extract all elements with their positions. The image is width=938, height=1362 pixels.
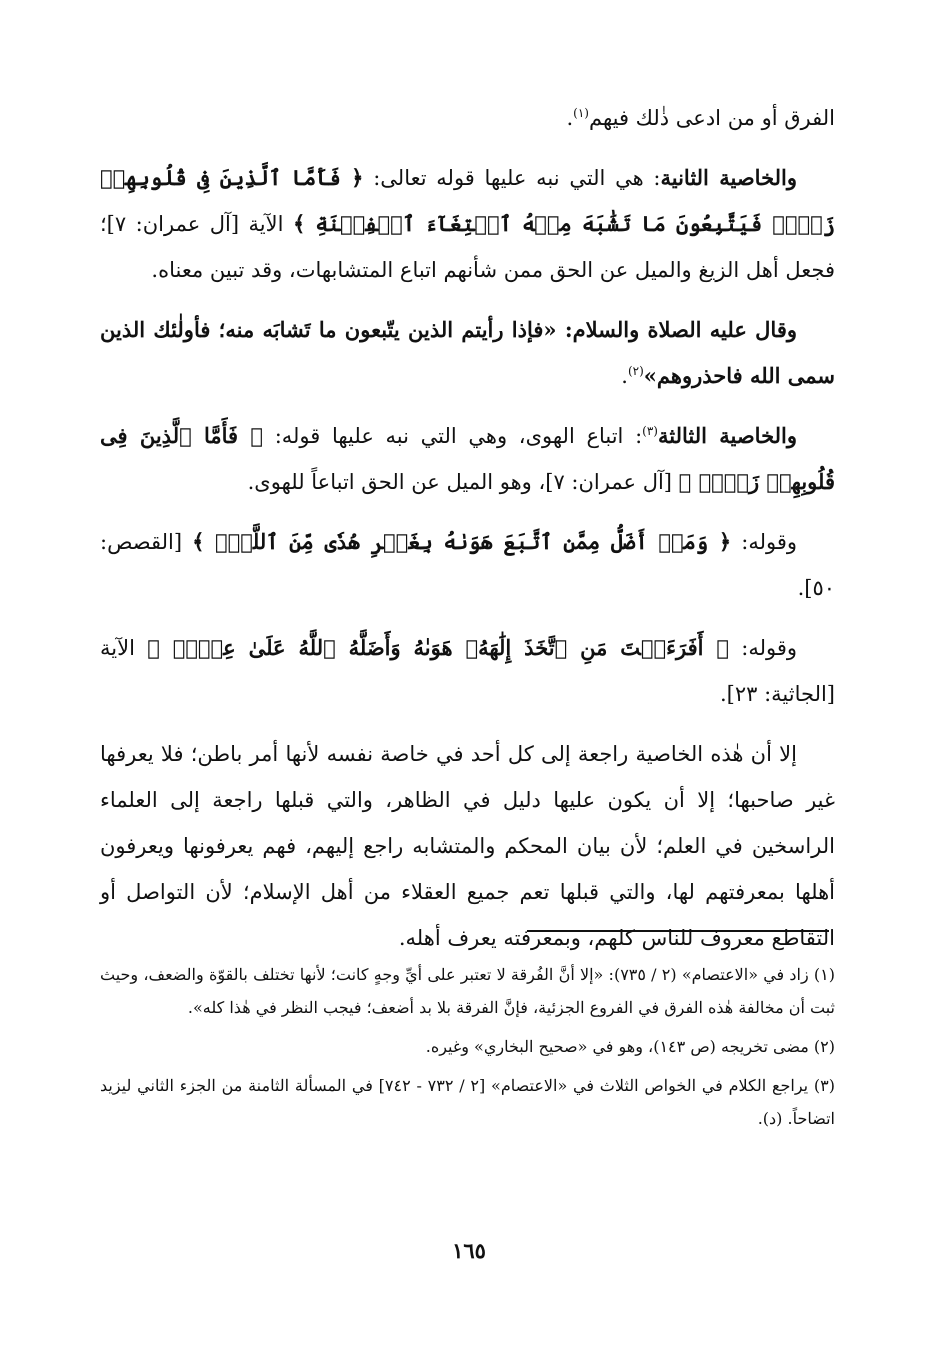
paragraph-4: والخاصية الثالثة$^{(٣)}$: اتباع الهوى، وهي التي نبه عليها قوله: ﴿ فَأَمَّا ٱلَّذِينَ فِى قُلُوبِهِمۡ زَيۡغٞ ﴾ [آل عمران: ٧]، وهو الميل عن الحق اتباعاً للهوى. <box>100 423 835 494</box>
paragraph-6: وقوله: ﴿ أَفَرَءَيۡتَ مَنِ ٱتَّخَذَ إِلَٰهَهُۥ هَوَىٰهُ وَأَضَلَّهُ ٱللَّهُ عَلَىٰ عِلۡمٖ ﴾ الآية [الجاثية: ٢٣]. <box>100 635 835 706</box>
footnote-3: (٣) يراجع الكلام في الخواص الثلاث في «الاعتصام» [٢ / ٧٣٢ - ٧٤٢] في المسألة الثامنة من الجزء الثاني ليزيد اتضاحاً. (د). <box>100 1076 836 1128</box>
quran-verse: ﴿ فَأَمَّا ٱلَّذِينَ فِى قُلُوبِهِمۡ زَيۡغٞ ﴾ <box>100 423 835 494</box>
main-text <box>100 95 835 975</box>
footnote-2: (٢) مضى تخريجه (ص ١٤٣)، وهو في «صحيح البخاري» وغيره. <box>425 1037 835 1056</box>
quran-verse: ﴿ أَفَرَءَيۡتَ مَنِ ٱتَّخَذَ إِلَٰهَهُۥ هَوَىٰهُ وَأَضَلَّهُ ٱللَّهُ عَلَىٰ عِلۡمٖ ﴾ <box>147 635 729 660</box>
third-characteristic-heading: والخاصية الثالثة <box>657 423 798 448</box>
paragraph-1: الفرق أو من ادعى ذٰلك فيهم$^{(١)}$. <box>566 106 835 130</box>
paragraph-2: والخاصية الثانية: هي التي نبه عليها قوله تعالى: ﴿ فَأَمَّا ٱلَّذِينَ فِى قُلُوبِهِمۡ زَيۡغٞ فَيَتَّبِعُونَ مَا تَشَٰبَهَ مِنۡهُ ٱبۡتِغَآءَ ٱلۡفِتۡنَةِ ﴾ الآية [آل عمران: ٧]؛ فجعل أهل الزيغ والميل عن الحق ممن شأنهم اتباع المتشابهات، وقد تبين معناه. <box>100 165 835 282</box>
footnote-ref-2: (٢) <box>627 364 644 378</box>
footnote-ref-3: (٣) <box>642 424 658 438</box>
footnote-separator <box>527 930 829 932</box>
paragraph-7: إلا أن هٰذه الخاصية راجعة إلى كل أحد في خاصة نفسه لأنها أمر باطن؛ فلا يعرفها غير صاحبها؛ إلا أن يكون عليها دليل في الظاهر، والتي قبلها راجعة إلى العلماء الراسخين في العلم؛ لأن بيان المحكم والمتشابه راجع إليهم، فهم يعرفونها ويعرفون أهلها بمعرفتهم لها، والتي قبلها تعم جميع العقلاء من أهل الإسلام؛ لأن التواصل أو التقاطع معروف للناس كلهم، وبمعرفته يعرف أهله. <box>100 742 835 950</box>
quran-verse: ﴿ وَمَنۡ أَضَلُّ مِمَّنِ ٱتَّبَعَ هَوَىٰهُ بِغَيۡرِ هُدٗى مِّنَ ٱللَّهِۚ ﴾ <box>192 529 732 554</box>
footnotes <box>100 958 835 1141</box>
footnote-ref-1: (١) <box>573 106 589 120</box>
paragraph-3: وقال عليه الصلاة والسلام: «فإذا رأيتم الذين يتّبعون ما تَشابَه منه؛ فأولٰئك الذين سمى الله فاحذروهم»$^{(٢)}$. <box>100 317 835 388</box>
quran-verse: ﴿ فَأَمَّا ٱلَّذِينَ فِى قُلُوبِهِمۡ زَيۡغٞ فَيَتَّبِعُونَ مَا تَشَٰبَهَ مِنۡهُ ٱبۡتِغَآءَ ٱلۡفِتۡنَةِ ﴾ <box>100 165 835 236</box>
second-characteristic-heading: والخاصية الثانية <box>660 165 798 190</box>
paragraph-5: وقوله: ﴿ وَمَنۡ أَضَلُّ مِمَّنِ ٱتَّبَعَ هَوَىٰهُ بِغَيۡرِ هُدٗى مِّنَ ٱللَّهِۚ ﴾ [القصص: ٥٠]. <box>100 529 835 600</box>
page-number: ١٦٥ <box>452 1238 486 1263</box>
footnote-1: (١) زاد في «الاعتصام» (٢ / ٧٣٥): «إلا أنَّ الفُرقة لا تعتبر على أيِّ وجهٍ كانت؛ لأنها تختلف بالقوّة والضعف، وحيث ثبت أن مخالفة هٰذه الفرق في الفروع الجزئية، فإنَّ الفرقة بلا بد أضعف؛ فيجب النظر في هٰذا كله». <box>100 965 835 1017</box>
